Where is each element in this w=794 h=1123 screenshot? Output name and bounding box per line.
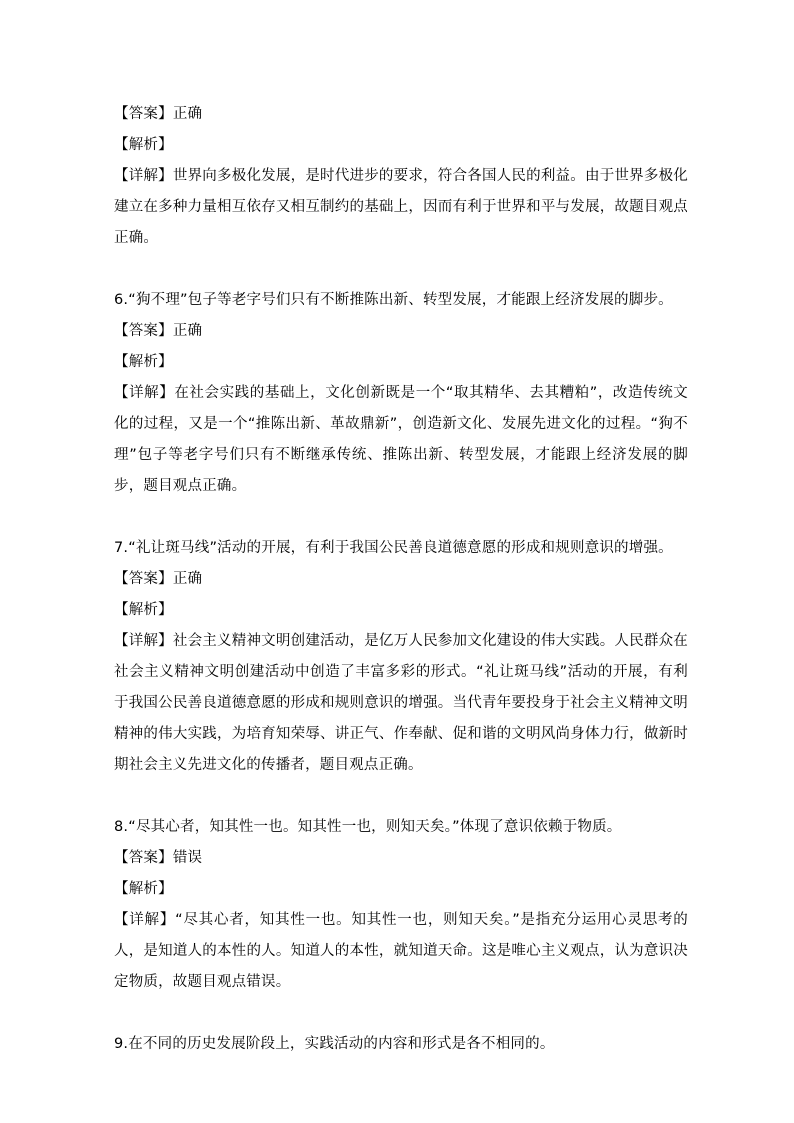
answer-line [114, 843, 688, 874]
analysis-heading: 【解析】 [114, 602, 173, 618]
answer-value: 错误 [172, 850, 203, 866]
analysis-heading: 【解析】 [114, 881, 173, 897]
spacer [114, 781, 688, 812]
detail-paragraph [114, 905, 688, 998]
detail-text: “尽其心者，知其性一也。知其性一也，则知天矣。”是指充分运用心灵思考的人，是知道人的本性的人。知道人的本性，就知道天命。这是唯心主义观点，认为意识决定物质，故题目观点错误。 [114, 912, 688, 990]
question-text: 8.“尽其心者，知其性一也。知其性一也，则知天矣。”体现了意识依赖于物质。 [114, 819, 622, 835]
spacer [114, 998, 688, 1029]
detail-tag: 【详解】 [114, 633, 173, 649]
detail-text: 世界向多极化发展，是时代进步的要求，符合各国人民的利益。由于世界多极化建立在多种力量相互依存又相互制约的基础上，因而有利于世界和平与发展，故题目观点正确。 [114, 168, 688, 246]
answer-tag: 【答案】 [114, 323, 173, 339]
detail-paragraph [114, 161, 688, 254]
answer-tag: 【答案】 [114, 106, 173, 122]
question-8-block [114, 812, 688, 998]
answer-line [114, 316, 688, 347]
question-6-block [114, 285, 688, 502]
question-9-block [114, 1029, 688, 1060]
analysis-heading: 【解析】 [114, 354, 173, 370]
spacer [114, 254, 688, 285]
detail-tag: 【详解】 [114, 912, 176, 928]
question-text: 9.在不同的历史发展阶段上，实践活动的内容和形式是各不相同的。 [114, 1036, 555, 1052]
answer-value: 正确 [172, 323, 203, 339]
detail-tag: 【详解】 [114, 385, 175, 401]
detail-paragraph [114, 378, 688, 502]
detail-text: 社会主义精神文明创建活动，是亿万人民参加文化建设的伟大实践。人民群众在社会主义精神文明创建活动中创造了丰富多彩的形式。“礼让斑马线”活动的开展，有利于我国公民善良道德意愿的形成和规则意识的增强。当代青年要投身于社会主义精神文明精神的伟大实践，为培育知荣辱、讲正气、作奉献、促和谐的文明风尚身体力行，做新时期社会主义先进文化的传播者，题目观点正确。 [114, 633, 688, 773]
question-text: 6.“狗不理”包子等老字号们只有不断推陈出新、转型发展，才能跟上经济发展的脚步。 [114, 292, 673, 308]
detail-text: 在社会实践的基础上，文化创新既是一个“取其精华、去其糟粕”，改造传统文化的过程，又是一个“推陈出新、革故鼎新”，创造新文化、发展先进文化的过程。“狗不理”包子等老字号们只有不断继承传统、推陈出新、转型发展，才能跟上经济发展的脚步，题目观点正确。 [114, 385, 688, 494]
answer-value: 正确 [172, 106, 203, 122]
answer-line [114, 99, 688, 130]
answer-tag: 【答案】 [114, 850, 173, 866]
question-text: 7.“礼让斑马线”活动的开展，有利于我国公民善良道德意愿的形成和规则意识的增强。 [114, 540, 673, 556]
detail-tag: 【详解】 [114, 168, 173, 184]
question-7-block [114, 533, 688, 781]
spacer [114, 502, 688, 533]
answer-tag: 【答案】 [114, 571, 173, 587]
answer-line [114, 564, 688, 595]
question-5-block [114, 99, 688, 254]
answer-value: 正确 [172, 571, 203, 587]
analysis-heading: 【解析】 [114, 137, 173, 153]
detail-paragraph [114, 626, 688, 781]
